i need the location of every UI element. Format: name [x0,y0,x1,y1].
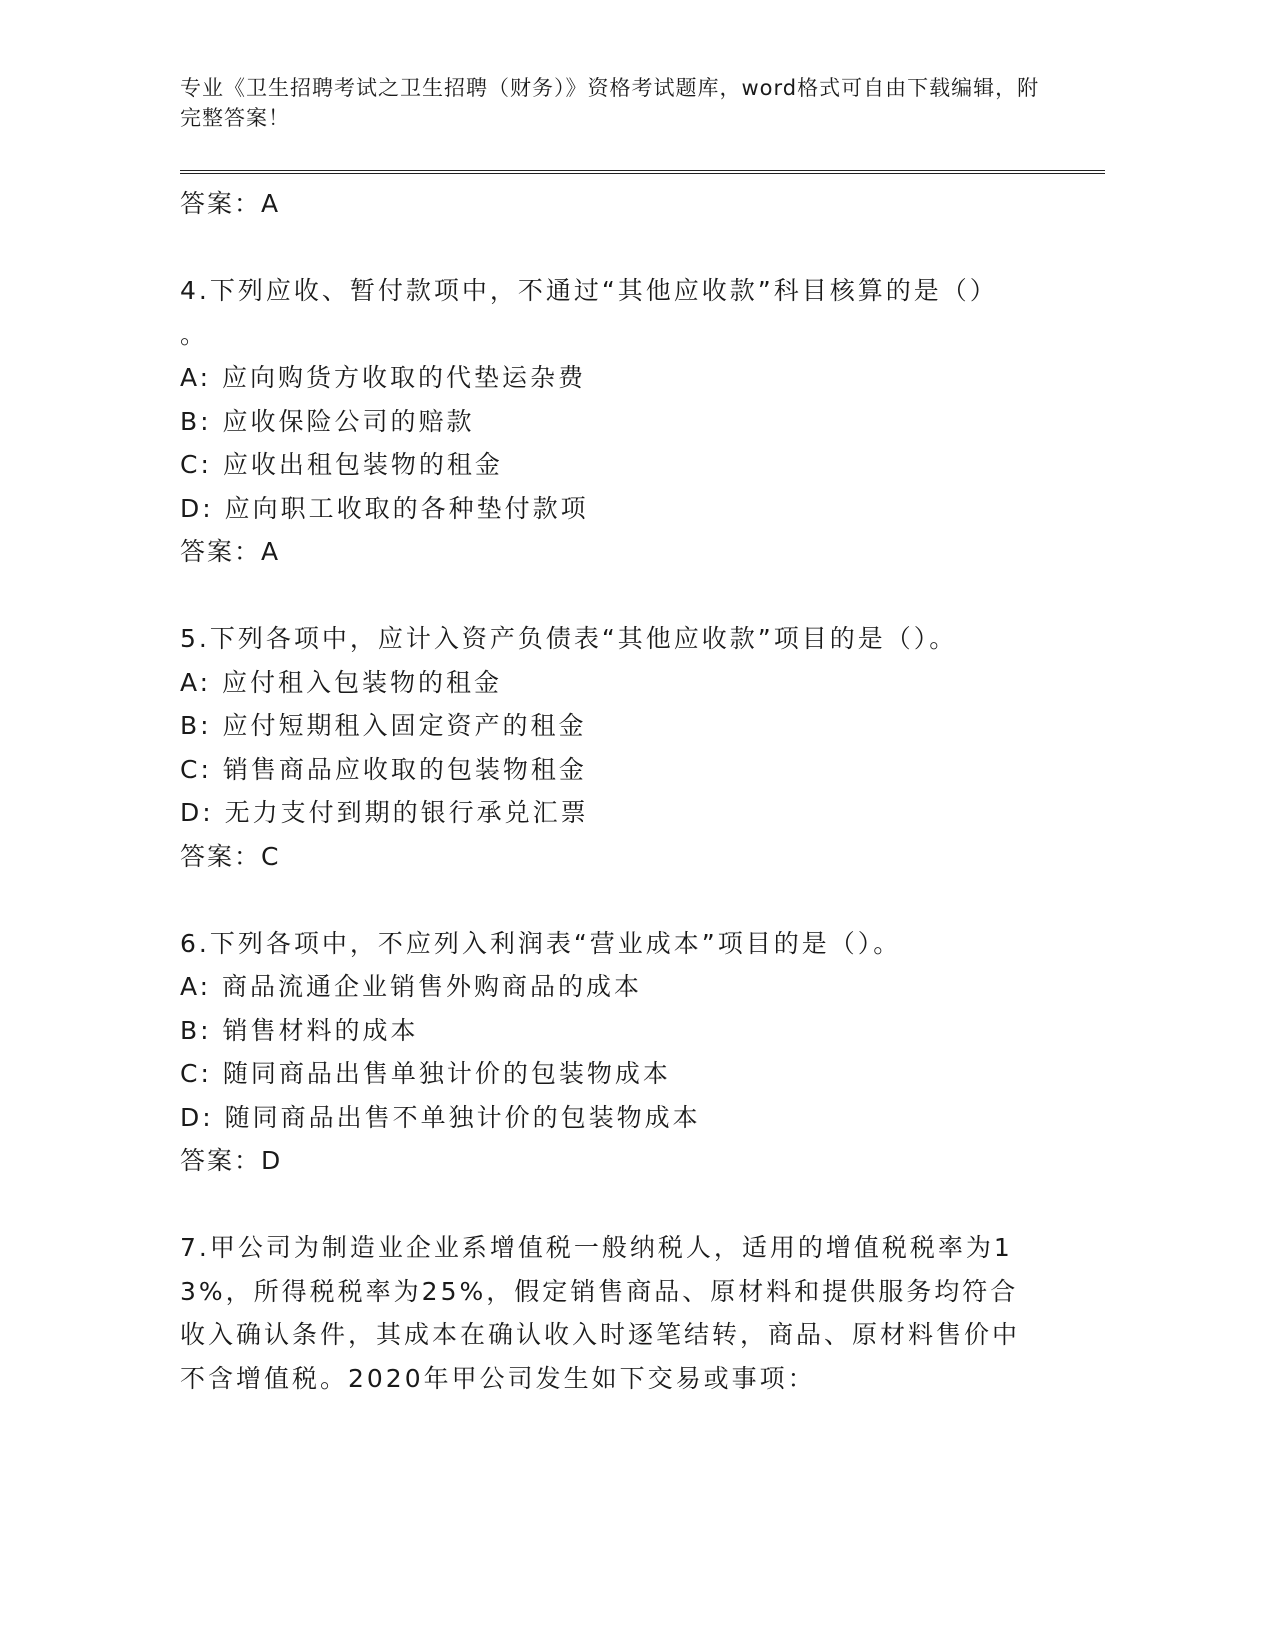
question-stem: 4.下列应收、暂付款项中，不通过“其他应收款”科目核算的是（） [180,276,998,305]
question-7-paragraph: 7.甲公司为制造业企业系增值税一般纳税人，适用的增值税税率为13%，所得税税率为25%，假定销售商品、原材料和提供服务均符合收入确认条件，其成本在确认收入时逐笔结转，商品、原材料售价中不含增值税。2020年甲公司发生如下交易或事项： [180,1233,1021,1393]
answer-line: 答案：A [180,189,281,218]
option-c: C: 应收出租包装物的租金 [180,450,503,479]
option-c: C: 随同商品出售单独计价的包装物成本 [180,1059,671,1088]
option-b: B: 销售材料的成本 [180,1015,419,1045]
option-a: A: 商品流通企业销售外购商品的成本 [180,972,643,1001]
option-b: B: 应付短期租入固定资产的租金 [180,711,587,740]
question-stem-continued: 。 [180,319,209,349]
question-block [180,922,1040,1183]
question-block [180,269,1040,574]
option-d: D: 随同商品出售不单独计价的包装物成本 [180,1102,701,1132]
page-header: 专业《卫生招聘考试之卫生招聘（财务）》资格考试题库，word格式可自由下载编辑，附完整答案！ [180,76,1040,130]
option-a: A: 应付租入包装物的租金 [180,667,503,697]
header-divider [180,170,1105,174]
option-b: B: 应收保险公司的赔款 [180,406,475,436]
answer-line: 答案：D [180,1146,283,1175]
question-block [180,617,1040,878]
answer-line: 答案：C [180,841,281,871]
question-stem: 5.下列各项中，应计入资产负债表“其他应收款”项目的是（）。 [180,624,958,653]
option-a: A: 应向购货方收取的代垫运杂费 [180,363,587,392]
document-body [180,182,1040,1400]
option-c: C: 销售商品应收取的包装物租金 [180,754,587,784]
question-stem: 6.下列各项中，不应列入利润表“营业成本”项目的是（）。 [180,928,902,958]
option-d: D: 应向职工收取的各种垫付款项 [180,493,589,523]
option-d: D: 无力支付到期的银行承兑汇票 [180,798,589,827]
answer-line: 答案：A [180,537,281,566]
